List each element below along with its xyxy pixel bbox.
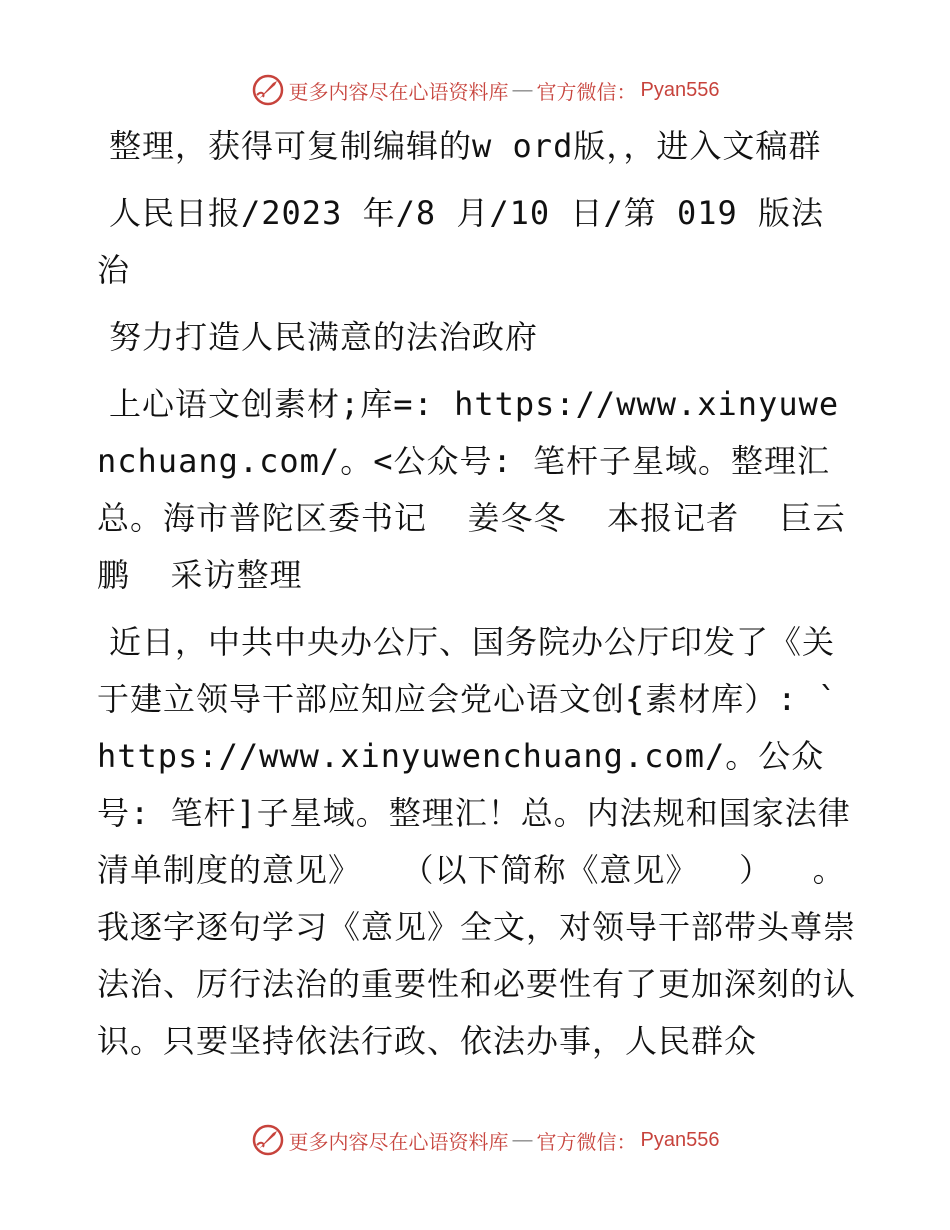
footer-separator: — (512, 1128, 533, 1151)
header-banner-inner (251, 73, 720, 107)
paragraph-intro: 整理，获得可复制编辑的w ord版，，进入文稿群 (109, 127, 822, 165)
footer-banner (0, 1120, 950, 1160)
header-slogan: 更多内容尽在心语资料库 (288, 79, 509, 104)
document-body (97, 118, 857, 1080)
header-brand: 官方微信： (536, 79, 637, 104)
quill-logo-icon (251, 73, 285, 107)
header-banner (0, 70, 950, 110)
header-handle: Pyan556 (640, 78, 720, 101)
footer-banner-inner (251, 1123, 720, 1157)
quill-logo-icon (251, 1123, 285, 1157)
footer-handle: Pyan556 (640, 1128, 720, 1151)
footer-brand: 官方微信： (536, 1129, 637, 1154)
paragraph-body: 近日，中共中央办公厅、国务院办公厅印发了《关于建立领导干部应知应会党心语文创{素材库）: `https://www.xinyuwenchuang.com/。公众号: 笔杆]子星域。整理汇！总。内法规和国家法律清单制度的意见》 （以下简称《意见》 ） 。我逐字逐句学习《意见》全文，对领导干部带头尊崇法治、厉行法治的重要性和必要性有了更加深刻的认识。只要坚持依法行政、依法办事，人民群众 (97, 623, 857, 1060)
paragraph-source: 人民日报/2023 年/8 月/10 日/第 019 版法治 (97, 194, 825, 289)
header-separator: — (512, 78, 533, 101)
footer-slogan: 更多内容尽在心语资料库 (288, 1129, 509, 1154)
paragraph-byline: 上心语文创素材;库=: https://www.xinyuwenchuang.com/。<公众号: 笔杆子星域。整理汇总。海市普陀区委书记 姜冬冬 本报记者 巨云鹏 采访整理 (97, 385, 846, 594)
paragraph-title: 努力打造人民满意的法治政府 (109, 318, 539, 356)
